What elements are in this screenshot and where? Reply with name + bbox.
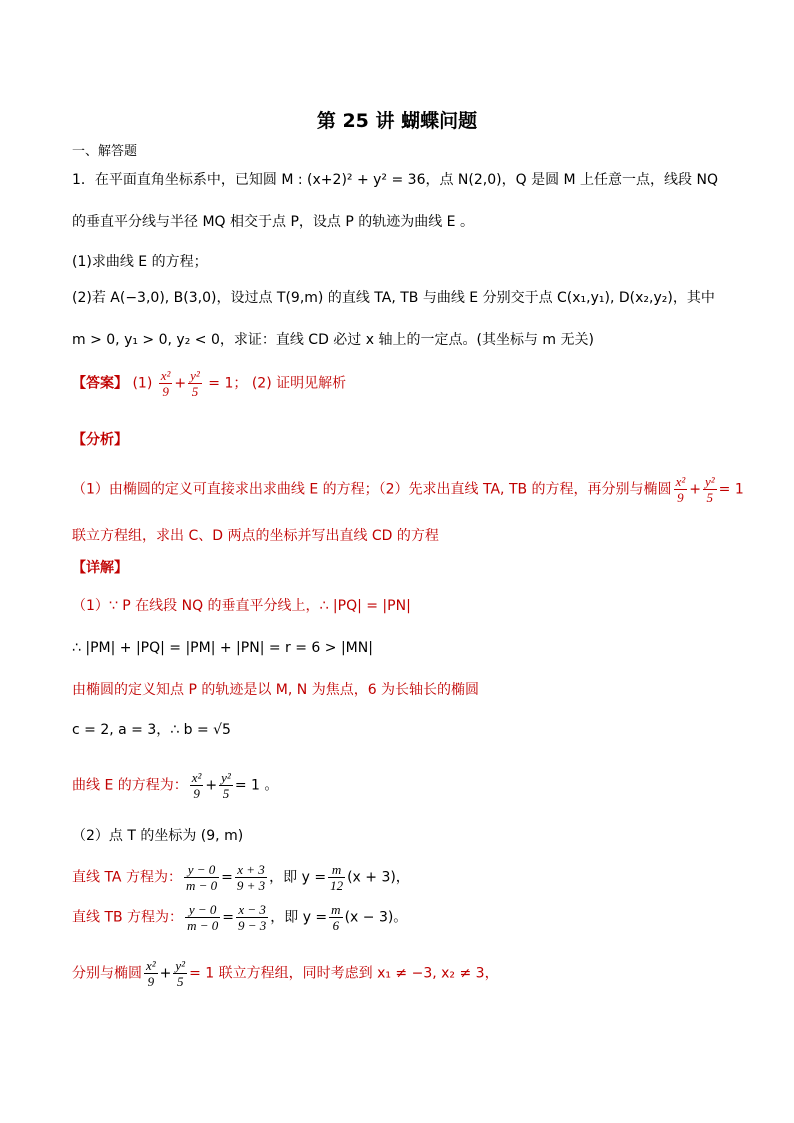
detail-l8-prefix: 直线 TB 方程为：	[72, 909, 184, 926]
answer-fraction-x: $\frac{\text{x²}}{9}$	[160, 368, 171, 399]
detail-l5-fraction-x: $\frac{\text{x²}}{9}$	[191, 770, 202, 801]
detail-line-6: （2）点 T 的坐标为 (9, m)	[72, 828, 244, 844]
detail-l9-prefix: 分别与椭圆	[72, 965, 142, 982]
detail-l8-fraction-1: $\frac{y - 0}{m - 0}$	[187, 902, 219, 933]
detail-l7-fraction-3: $\frac{m}{12}$	[330, 862, 344, 893]
detail-l8-mid: ，即 y =	[270, 909, 328, 926]
analysis-fraction-y: $\frac{\text{y²}}{5}$	[704, 474, 715, 505]
detail-l7-fraction-2: $\frac{x + 3}{9 + 3}$	[236, 862, 266, 893]
analysis-fraction-x: $\frac{\text{x²}}{9}$	[675, 474, 686, 505]
answer-plus: +	[174, 375, 187, 392]
detail-line-8	[72, 902, 407, 933]
analysis-line-1	[72, 474, 744, 505]
detail-line-9	[72, 958, 499, 989]
detail-l9-fraction-y: $\frac{\text{y²}}{5}$	[175, 958, 186, 989]
detail-l9-plus: +	[159, 965, 172, 982]
page-title: 第 25 讲 蝴蝶问题	[316, 110, 478, 132]
answer-part2: ； (2) 证明见解析	[233, 375, 347, 392]
detail-l7-prefix: 直线 TA 方程为：	[72, 869, 182, 886]
answer-eq: = 1	[208, 375, 234, 392]
analysis-plus: +	[689, 481, 701, 498]
detail-line-4: c = 2, a = 3，∴ b = √5	[72, 722, 231, 738]
analysis-text-1: （1）由椭圆的定义可直接求出求曲线 E 的方程；（2）先求出直线 TA, TB 的方程，再分别与椭圆	[72, 481, 672, 498]
section-heading: 一、解答题	[72, 144, 138, 159]
problem-part-1: (1)求曲线 E 的方程；	[72, 254, 208, 270]
analysis-eq: = 1	[718, 481, 744, 498]
problem-line-5: m > 0, y₁ > 0, y₂ < 0，求证：直线 CD 必过 x 轴上的一定点。(其坐标与 m 无关)	[72, 332, 594, 348]
detail-l5-plus: +	[205, 777, 218, 794]
detail-l8-eq: =	[222, 909, 234, 926]
analysis-line-2: 联立方程组，求出 C、D 两点的坐标并写出直线 CD 的方程	[72, 528, 439, 544]
detail-l9-fraction-x: $\frac{\text{x²}}{9}$	[146, 958, 156, 989]
problem-part-2: (2)若 A(−3,0), B(3,0)，设过点 T(9,m) 的直线 TA, TB 与曲线 E 分别交于点 C(x₁,y₁), D(x₂,y₂)，其中	[72, 290, 715, 306]
detail-l7-mid: ，即 y =	[269, 869, 327, 886]
detail-l7-eq: =	[221, 869, 233, 886]
problem-line-2: 的垂直平分线与半径 MQ 相交于点 P，设点 P 的轨迹为曲线 E 。	[72, 214, 474, 230]
detail-l8-suffix: (x − 3)。	[344, 909, 408, 926]
answer-label: 【答案】	[72, 375, 128, 392]
detail-line-5	[72, 770, 278, 801]
detail-line-3: 由椭圆的定义知点 P 的轨迹是以 M, N 为焦点，6 为长轴长的椭圆	[72, 682, 480, 698]
detail-l7-fraction-1: $\frac{y - 0}{m - 0}$	[185, 862, 218, 893]
detail-l8-fraction-2: $\frac{x - 3}{9 - 3}$	[237, 902, 267, 933]
detail-l5-suffix: = 1 。	[234, 777, 279, 794]
answer-fraction-y: $\frac{\text{y²}}{5}$	[190, 368, 200, 399]
detail-l7-suffix: (x + 3)，	[347, 869, 410, 886]
detail-line-2: ∴ |PM| + |PQ| = |PM| + |PN| = r = 6 > |MN|	[72, 640, 373, 656]
detail-l5-fraction-y: $\frac{\text{y²}}{5}$	[221, 770, 231, 801]
answer-line	[72, 368, 346, 399]
detail-line-7	[72, 862, 410, 893]
detail-l9-suffix: = 1 联立方程组，同时考虑到 x₁ ≠ −3, x₂ ≠ 3，	[189, 965, 499, 982]
answer-part1-prefix: (1)	[132, 375, 153, 392]
detail-l5-prefix: 曲线 E 的方程为：	[72, 777, 188, 794]
detail-l8-fraction-3: $\frac{m}{6}$	[331, 902, 341, 933]
detail-label: 【详解】	[72, 560, 128, 576]
detail-line-1: （1）∵ P 在线段 NQ 的垂直平分线上，∴ |PQ| = |PN|	[72, 598, 411, 614]
analysis-label: 【分析】	[72, 432, 128, 448]
problem-line-1: 1．在平面直角坐标系中，已知圆 M : (x+2)² + y² = 36，点 N(2,0)，Q 是圆 M 上任意一点，线段 NQ	[72, 172, 718, 188]
